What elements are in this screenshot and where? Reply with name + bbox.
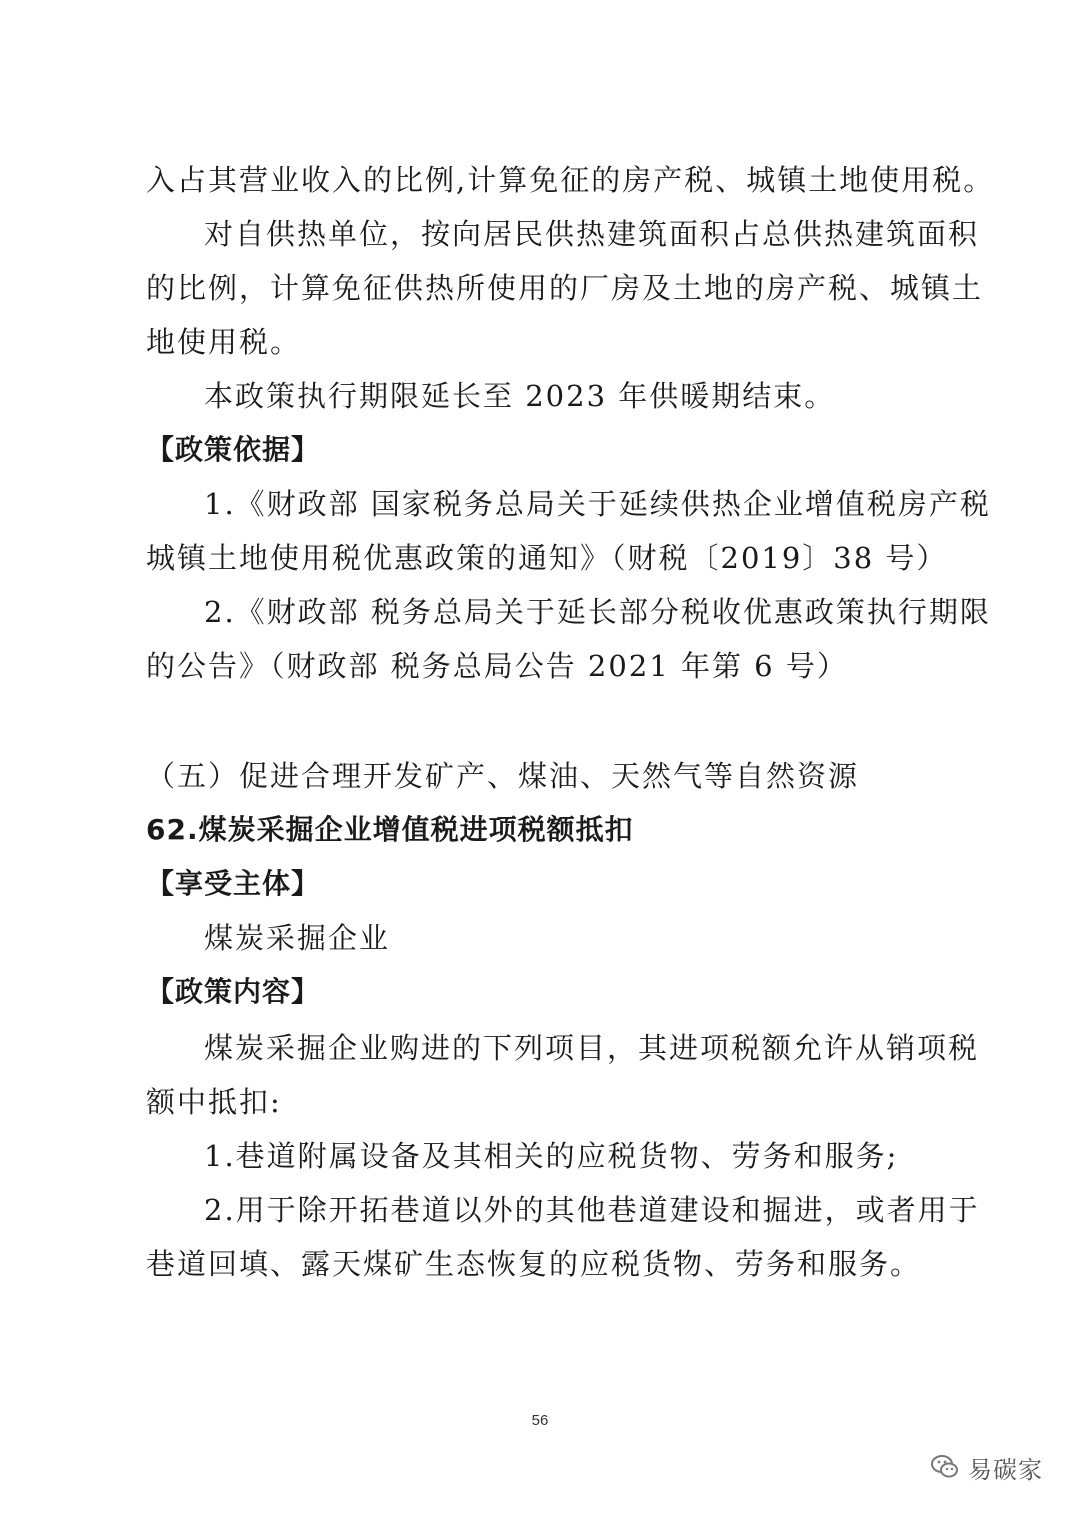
text-line: 1.巷道附属设备及其相关的应税货物、劳务和服务;	[204, 1139, 899, 1173]
text-line: 煤炭采掘企业	[204, 921, 391, 955]
section-heading: 【享受主体】	[146, 867, 321, 900]
text-line: 入占其营业收入的比例,计算免征的房产税、城镇土地使用税。	[146, 163, 995, 197]
text-line: 1.《财政部 国家税务总局关于延续供热企业增值税房产税	[204, 487, 991, 521]
text-line: 2.用于除开拓巷道以外的其他巷道建设和掘进，或者用于	[204, 1193, 980, 1227]
wechat-icon	[930, 1452, 960, 1482]
text-line: 本政策执行期限延长至 2023 年供暖期结束。	[204, 379, 836, 413]
text-line: 巷道回填、露天煤矿生态恢复的应税货物、劳务和服务。	[146, 1247, 922, 1281]
text-line: 的比例，计算免征供热所使用的厂房及土地的房产税、城镇土	[146, 271, 984, 305]
text-line: 额中抵扣:	[146, 1085, 282, 1119]
text-line: 地使用税。	[146, 325, 302, 359]
subsection-title: （五）促进合理开发矿产、煤油、天然气等自然资源	[146, 759, 860, 793]
section-heading: 【政策依据】	[146, 433, 321, 466]
page-number: 56	[531, 1412, 549, 1429]
watermark-text: 易碳家	[968, 1455, 1043, 1484]
text-line: 煤炭采掘企业购进的下列项目，其进项税额允许从销项税	[204, 1031, 980, 1065]
watermark	[930, 1447, 1043, 1487]
item-title: 62.煤炭采掘企业增值税进项税额抵扣	[146, 813, 634, 846]
text-line: 2.《财政部 税务总局关于延长部分税收优惠政策执行期限	[204, 595, 991, 629]
section-heading: 【政策内容】	[146, 975, 321, 1008]
text-line: 城镇土地使用税优惠政策的通知》（财税〔2019〕38 号）	[146, 541, 948, 575]
text-line: 对自供热单位，按向居民供热建筑面积占总供热建筑面积	[204, 217, 980, 251]
text-line: 的公告》（财政部 税务总局公告 2021 年第 6 号）	[146, 649, 848, 683]
